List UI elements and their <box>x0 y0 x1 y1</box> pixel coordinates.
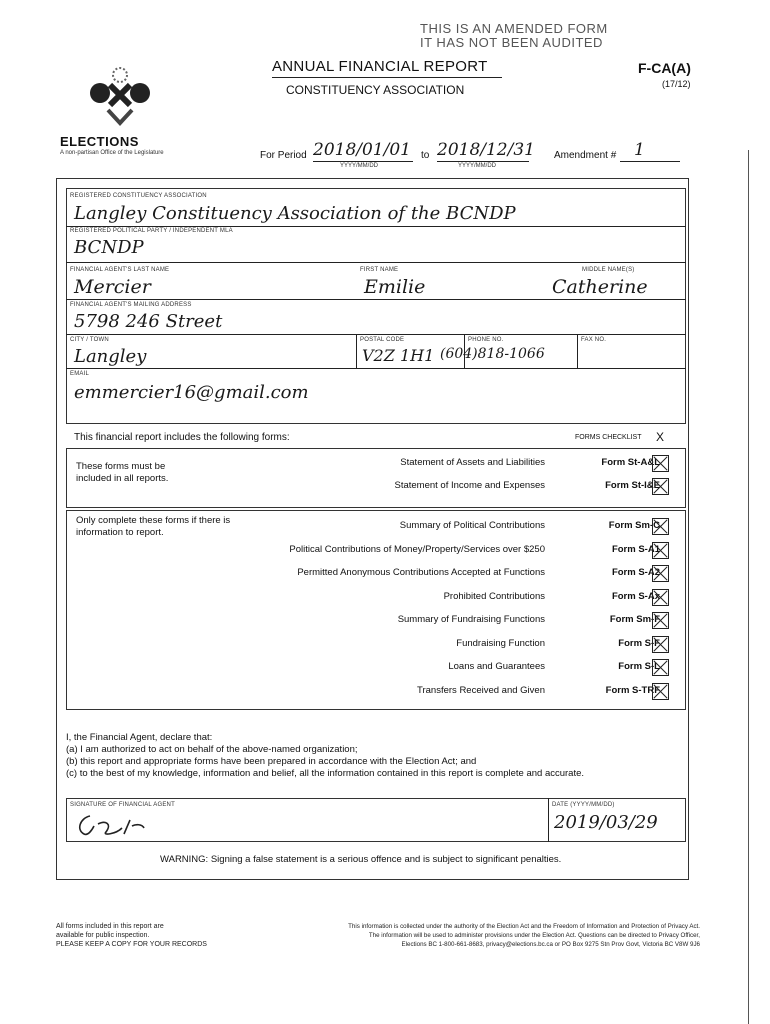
form-code-label: Form St-I&E <box>605 480 660 491</box>
amendment-label: Amendment # <box>554 150 617 161</box>
form-code-label: Form S-A2 <box>611 567 660 578</box>
col-divider <box>548 798 549 842</box>
footer-left-line1: All forms included in this report are <box>56 923 164 930</box>
logo-subtext: A non-partisan Office of the Legislature <box>60 150 164 156</box>
elections-logo <box>80 55 160 130</box>
form-description: Transfers Received and Given <box>417 684 545 696</box>
form-checklist-row <box>0 455 770 473</box>
association-label: REGISTERED CONSTITUENCY ASSOCIATION <box>70 193 207 199</box>
row-divider <box>66 368 686 369</box>
form-version: (17/12) <box>662 79 691 89</box>
period-to-label: to <box>421 150 430 161</box>
form-checklist-row <box>0 565 770 583</box>
optional-note: Only complete these forms if there is information to report. <box>76 515 231 538</box>
last-name-value[interactable]: Mercier <box>74 276 151 298</box>
association-value[interactable]: Langley Constituency Association of the BCNDP <box>74 203 516 224</box>
forms-checklist-label: FORMS CHECKLIST <box>575 434 642 441</box>
period-from[interactable]: 2018/01/01 <box>313 140 411 160</box>
row-divider <box>66 226 686 227</box>
col-divider <box>356 334 357 368</box>
amendment-number[interactable]: 1 <box>634 140 645 160</box>
form-code-label: Form Sm-F <box>609 614 660 625</box>
declaration-b: (b) this report and appropriate forms have been prepared in accordance with the Election Act; and <box>66 756 477 767</box>
form-checklist-row <box>0 542 770 560</box>
forms-intro: This financial report includes the following forms: <box>74 432 290 443</box>
period-from-format: YYYY/MM/DD <box>340 163 379 169</box>
optional-forms-box <box>66 510 686 710</box>
declaration-a: (a) I am authorized to act on behalf of the above-named organization; <box>66 744 358 755</box>
signature-image[interactable] <box>72 810 192 840</box>
form-description: Prohibited Contributions <box>443 590 545 602</box>
form-description: Statement of Assets and Liabilities <box>400 457 545 468</box>
party-value[interactable]: BCNDP <box>74 237 144 258</box>
form-checkbox[interactable] <box>652 659 669 676</box>
col-divider <box>577 334 578 368</box>
form-checklist-row <box>0 683 770 701</box>
form-checkbox[interactable] <box>652 455 669 472</box>
form-checklist-row <box>0 478 770 496</box>
form-description: Summary of Fundraising Functions <box>397 614 545 625</box>
form-code-label: Form S-TRF <box>605 684 660 696</box>
postal-code-label: POSTAL CODE <box>360 337 405 343</box>
required-note: These forms must be included in all reports. <box>76 461 169 484</box>
form-code-label: Form S-L <box>618 661 660 672</box>
page-title: ANNUAL FINANCIAL REPORT <box>272 58 488 75</box>
form-checklist-row <box>0 518 770 536</box>
scan-edge-line <box>748 150 749 1024</box>
form-code-label: Form Sm-C <box>608 520 660 531</box>
form-description: Permitted Anonymous Contributions Accepted at Functions <box>297 567 545 578</box>
form-checklist-row <box>0 659 770 677</box>
address-label: FINANCIAL AGENT'S MAILING ADDRESS <box>70 302 192 308</box>
middle-name-label: MIDDLE NAME(S) <box>582 267 635 273</box>
footer-right-line2: The information will be used to administer provisions under the Election Act. Questions can be directed to Privacy Officer, <box>368 932 700 939</box>
row-divider <box>66 334 686 335</box>
logo-text: ELECTIONS <box>60 134 139 149</box>
period-to-line <box>437 161 529 162</box>
footer-left <box>56 922 207 949</box>
fax-label: FAX NO. <box>581 337 607 343</box>
form-checklist-row <box>0 589 770 607</box>
amended-stamp-line2: IT HAS NOT BEEN AUDITED <box>420 35 603 50</box>
form-checkbox[interactable] <box>652 518 669 535</box>
form-code-label: Form S-A1 <box>611 543 660 555</box>
footer-right-line3: Elections BC 1-800-661-8683, privacy@elections.bc.ca or PO Box 9275 Stn Prov Govt, Victoria BC V8W 9J6 <box>401 941 700 948</box>
warning-text: WARNING: Signing a false statement is a serious offence and is subject to significant penalties. <box>160 854 562 865</box>
city-value[interactable]: Langley <box>74 346 147 367</box>
form-code-label: Form S-F <box>618 637 660 649</box>
declaration-intro: I, the Financial Agent, declare that: <box>66 732 213 743</box>
form-description: Fundraising Function <box>456 637 545 649</box>
form-checkbox[interactable] <box>652 478 669 495</box>
logo-emblem-icon <box>80 55 160 130</box>
signature-label: SIGNATURE OF FINANCIAL AGENT <box>70 802 175 808</box>
form-checkbox[interactable] <box>652 683 669 700</box>
city-label: CITY / TOWN <box>70 337 109 343</box>
period-from-line <box>313 161 413 162</box>
form-code-label: Form S-Ax <box>611 590 660 602</box>
forms-checklist-mark: X <box>656 430 665 444</box>
footer-right-line1: This information is collected under the authority of the Election Act and the Freedom of Information and Protection of Privacy Act. <box>348 923 700 930</box>
title-underline <box>272 77 502 78</box>
period-label: For Period <box>260 150 307 161</box>
first-name-label: FIRST NAME <box>360 267 399 273</box>
date-label: DATE (YYYY/MM/DD) <box>552 802 615 808</box>
form-checkbox[interactable] <box>652 636 669 653</box>
middle-name-value[interactable]: Catherine <box>552 276 648 298</box>
period-to-format: YYYY/MM/DD <box>458 163 497 169</box>
form-description: Political Contributions of Money/Property/Services over $250 <box>289 543 545 555</box>
footer-right <box>240 922 700 949</box>
form-checkbox[interactable] <box>652 565 669 582</box>
amended-stamp-line1: THIS IS AN AMENDED FORM <box>420 21 608 36</box>
form-checkbox[interactable] <box>652 612 669 629</box>
row-divider <box>66 262 686 263</box>
form-checkbox[interactable] <box>652 542 669 559</box>
amended-stamp <box>420 22 608 50</box>
amendment-line <box>620 161 680 162</box>
declaration-c: (c) to the best of my knowledge, information and belief, all the information contained in this report is complete and accurate. <box>66 768 585 779</box>
form-checklist-row <box>0 612 770 630</box>
phone-label: PHONE NO. <box>468 337 504 343</box>
handwritten-signature-icon <box>72 810 192 840</box>
postal-code-value[interactable]: V2Z 1H1 <box>362 346 435 365</box>
address-value[interactable]: 5798 246 Street <box>74 311 223 332</box>
form-code-label: Form St-A&L <box>601 457 660 468</box>
email-label: EMAIL <box>70 371 90 377</box>
row-divider <box>66 299 686 300</box>
email-value[interactable]: emmercier16@gmail.com <box>74 382 309 403</box>
phone-value[interactable]: (604)818-1066 <box>440 346 545 362</box>
party-label: REGISTERED POLITICAL PARTY / INDEPENDENT MLA <box>70 228 233 234</box>
last-name-label: FINANCIAL AGENT'S LAST NAME <box>70 267 170 273</box>
page-subtitle: CONSTITUENCY ASSOCIATION <box>286 83 465 97</box>
form-code: F-CA(A) <box>638 60 691 76</box>
form-checkbox[interactable] <box>652 589 669 606</box>
signature-date[interactable]: 2019/03/29 <box>554 812 658 833</box>
form-checklist-row <box>0 636 770 654</box>
first-name-value[interactable]: Emilie <box>364 276 426 298</box>
form-description: Statement of Income and Expenses <box>394 480 545 491</box>
footer-left-line3: PLEASE KEEP A COPY FOR YOUR RECORDS <box>56 941 207 948</box>
footer-left-line2: available for public inspection. <box>56 932 150 939</box>
period-to[interactable]: 2018/12/31 <box>437 140 535 160</box>
form-description: Loans and Guarantees <box>448 661 545 672</box>
form-description: Summary of Political Contributions <box>399 520 545 531</box>
